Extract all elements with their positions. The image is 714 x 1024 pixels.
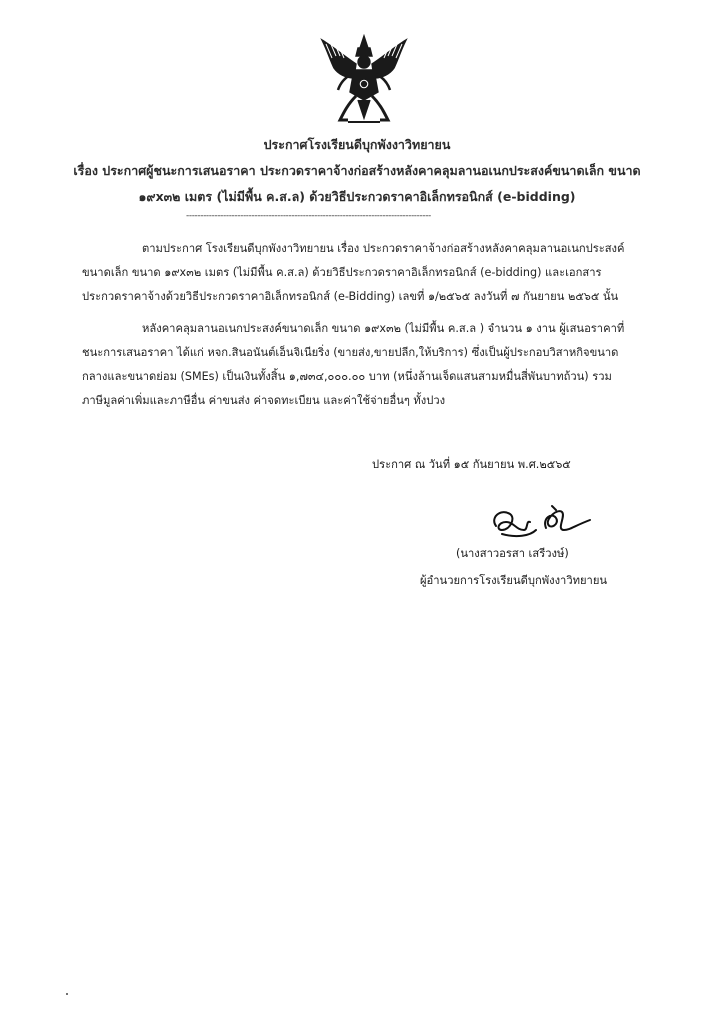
divider-line: --------------------------------------------------------------------------------------: [186, 211, 431, 221]
garuda-emblem-icon: [318, 34, 410, 130]
body-paragraph-line: ประกวดราคาจ้างด้วยวิธีประกวดราคาอิเล็กทรอนิกส์ (e-Bidding) เลขที่ ๑/๒๕๖๕ ลงวันที่ ๗ กันยายน ๒๕๖๕ นั้น: [82, 290, 619, 303]
handwritten-signature-icon: [486, 500, 594, 544]
scan-speck: [66, 993, 68, 995]
body-paragraph-line: หลังคาคลุมลานอเนกประสงค์ขนาดเล็ก ขนาด ๑๙x๓๒ (ไม่มีพื้น ค.ส.ล ) จำนวน ๑ งาน ผู้เสนอราคาที่: [142, 322, 625, 335]
body-paragraph-line: ภาษีมูลค่าเพิ่มและภาษีอื่น ค่าขนส่ง ค่าจดทะเบียน และค่าใช้จ่ายอื่นๆ ทั้งปวง: [82, 394, 446, 407]
body-paragraph-line: ชนะการเสนอราคา ได้แก่ หจก.สินอนันต์เอ็นจิเนียริ่ง (ขายส่ง,ขายปลีก,ให้บริการ) ซึ่งเป็นผู้ประกอบวิสาหกิจขนาด: [82, 346, 619, 359]
signer-name: (นางสาวอรสา เสรีวงษ์): [456, 547, 569, 560]
body-paragraph-line: ขนาดเล็ก ขนาด ๑๙x๓๒ เมตร (ไม่มีพื้น ค.ส.ล) ด้วยวิธีประกวดราคาอิเล็กทรอนิกส์ (e-bidding) และเอกสาร: [82, 266, 602, 279]
body-paragraph-line: ตามประกาศ โรงเรียนดีบุกพังงาวิทยายน เรื่อง ประกวดราคาจ้างก่อสร้างหลังคาคลุมลานอเนกประสงค์: [142, 242, 625, 255]
subject-line-1: เรื่อง ประกาศผู้ชนะการเสนอราคา ประกวดราคาจ้างก่อสร้างหลังคาคลุมลานอเนกประสงค์ขนาดเล็ก ขนาด: [73, 163, 641, 178]
subject-line-2: ๑๙x๓๒ เมตร (ไม่มีพื้น ค.ส.ล) ด้วยวิธีประกวดราคาอิเล็กทรอนิกส์ (e-bidding): [138, 189, 576, 204]
announcement-title: ประกาศโรงเรียนดีบุกพังงาวิทยายน: [263, 137, 451, 152]
signer-position: ผู้อำนวยการโรงเรียนดีบุกพังงาวิทยายน: [420, 574, 608, 587]
body-paragraph-line: กลางและขนาดย่อม (SMEs) เป็นเงินทั้งสิ้น ๑,๗๓๔,๐๐๐.๐๐ บาท (หนึ่งล้านเจ็ดแสนสามหมื่นสี่พันบาทถ้วน) รวม: [82, 370, 612, 383]
announcement-date: ประกาศ ณ วันที่ ๑๕ กันยายน พ.ศ.๒๕๖๕: [372, 458, 571, 471]
